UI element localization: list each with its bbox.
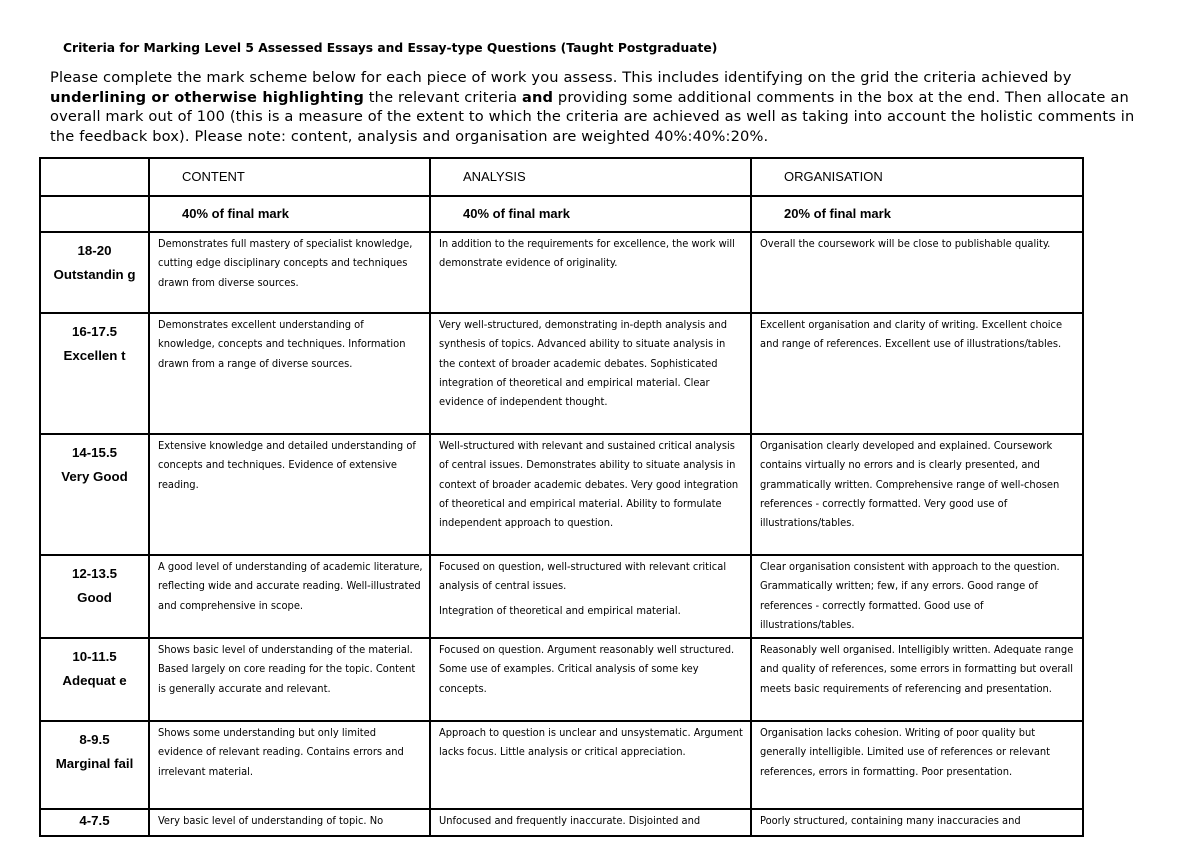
organisation-criteria-text: Poorly structured, containing many inaccuracies and	[760, 814, 1021, 827]
organisation-criteria-text: Organisation lacks cohesion. Writing of poor quality but generally intelligible. Limited use of references or relevant references, errors in formatting. Poor presentation.	[760, 726, 1051, 778]
grade-cell	[40, 434, 149, 555]
content-criteria-cell	[149, 809, 430, 836]
organisation-criteria-cell	[751, 555, 1083, 638]
grade-range: 18-20	[77, 243, 112, 258]
grade-cell	[40, 721, 149, 809]
grade-label: Good	[77, 590, 112, 605]
content-criteria-text: Very basic level of understanding of topic. No	[158, 814, 384, 827]
content-criteria-cell	[149, 721, 430, 809]
criteria-row	[40, 809, 1083, 836]
header-organisation: ORGANISATION	[751, 158, 1083, 196]
weight-analysis: 40% of final mark	[430, 196, 751, 232]
criteria-row	[40, 721, 1083, 809]
analysis-criteria-text: Focused on question, well-structured with relevant critical analysis of central issues.	[439, 560, 727, 593]
intro-paragraph	[50, 68, 1150, 146]
grade-cell	[40, 555, 149, 638]
criteria-row	[40, 555, 1083, 638]
organisation-criteria-text: Overall the coursework will be close to publishable quality.	[760, 237, 1051, 250]
analysis-criteria-text: Very well-structured, demonstrating in-depth analysis and synthesis of topics. Advanced ability to situate analysis in the context of broader academic debates. Sophisticated integration of theoretical and empirical material. Clear evidence of independent thought.	[439, 318, 727, 409]
organisation-criteria-text: Organisation clearly developed and explained. Coursework contains virtually no errors and is clearly presented, and grammatically written. Comprehensive range of well-chosen references - correctly formatted. Very good use of illustrations/tables.	[760, 439, 1060, 530]
grade-label: Excellen t	[63, 348, 126, 363]
grade-cell	[40, 638, 149, 721]
weight-content: 40% of final mark	[149, 196, 430, 232]
intro-text-3: providing some additional comments in the box at the end. Then allocate an overall mark out of 100 (this is a measure of the extent to which the criteria are achieved as well as taking into account the holistic comments in the feedback box). Please note: content, analysis and organisation are weighted 40%:40%:20%.	[50, 88, 1135, 145]
analysis-criteria-text: Well-structured with relevant and sustained critical analysis of central issues. Demonstrates ability to situate analysis in context of broader academic debates. Very good integration of theoretical and empirical material. Ability to formulate independent approach to question.	[439, 439, 739, 530]
organisation-criteria-text: Reasonably well organised. Intelligibly written. Adequate range and quality of references, some errors in formatting but overall meets basic requirements of referencing and presentation.	[760, 643, 1074, 695]
content-criteria-text: A good level of understanding of academic literature, reflecting wide and accurate reading. Well-illustrated and comprehensive in scope.	[158, 560, 423, 612]
header-analysis: ANALYSIS	[430, 158, 751, 196]
grade-range: 16-17.5	[71, 324, 118, 339]
intro-bold-2: and	[522, 88, 554, 106]
content-criteria-cell	[149, 638, 430, 721]
grade-label: Very Good	[61, 469, 128, 484]
grade-label: Marginal fail	[55, 756, 134, 771]
analysis-criteria-cell	[430, 313, 751, 434]
analysis-criteria-text: Integration of theoretical and empirical material.	[439, 603, 681, 617]
analysis-criteria-text: In addition to the requirements for excellence, the work will demonstrate evidence of originality.	[439, 237, 735, 270]
intro-text-1: Please complete the mark scheme below for each piece of work you assess. This includes identifying on the grid the criteria achieved by	[50, 69, 1072, 86]
analysis-criteria-cell	[430, 434, 751, 555]
content-criteria-text: Shows some understanding but only limited evidence of relevant reading. Contains errors and irrelevant material.	[158, 726, 404, 778]
header-grade-cell	[40, 158, 149, 196]
header-content: CONTENT	[149, 158, 430, 196]
content-criteria-cell	[149, 232, 430, 313]
content-criteria-cell	[149, 313, 430, 434]
content-criteria-text: Demonstrates excellent understanding of knowledge, concepts and techniques. Information drawn from a range of diverse sources.	[158, 318, 406, 370]
analysis-criteria-text: Focused on question. Argument reasonably well structured. Some use of examples. Critical analysis of some key concepts.	[439, 643, 735, 695]
analysis-criteria-text: Approach to question is unclear and unsystematic. Argument lacks focus. Little analysis or critical appreciation.	[439, 726, 743, 759]
organisation-criteria-text: Clear organisation consistent with approach to the question. Grammatically written; few, if any errors. Good range of references - correctly formatted. Good use of illustrations/tables.	[760, 560, 1060, 631]
organisation-criteria-cell	[751, 809, 1083, 836]
grade-cell	[40, 809, 149, 836]
intro-text-2: the relevant criteria	[364, 88, 522, 106]
organisation-criteria-cell	[751, 721, 1083, 809]
weight-organisation: 20% of final mark	[751, 196, 1083, 232]
analysis-criteria-cell	[430, 721, 751, 809]
grade-label: Adequat e	[62, 673, 127, 688]
analysis-criteria-text: Unfocused and frequently inaccurate. Disjointed and	[439, 814, 701, 827]
marking-criteria-table	[39, 157, 1084, 837]
criteria-row	[40, 313, 1083, 434]
content-criteria-cell	[149, 555, 430, 638]
criteria-row	[40, 638, 1083, 721]
intro-bold-1: underlining or otherwise highlighting	[50, 88, 365, 106]
grade-cell	[40, 232, 149, 313]
analysis-criteria-cell	[430, 638, 751, 721]
content-criteria-text: Extensive knowledge and detailed understanding of concepts and techniques. Evidence of extensive reading.	[158, 439, 416, 491]
criteria-row	[40, 232, 1083, 313]
content-criteria-text: Demonstrates full mastery of specialist knowledge, cutting edge disciplinary concepts and techniques drawn from diverse sources.	[158, 237, 413, 289]
grade-range: 8-9.5	[79, 732, 110, 747]
weight-grade-cell	[40, 196, 149, 232]
organisation-criteria-cell	[751, 638, 1083, 721]
content-criteria-cell	[149, 434, 430, 555]
analysis-criteria-cell	[430, 809, 751, 836]
organisation-criteria-cell	[751, 313, 1083, 434]
document-title: Criteria for Marking Level 5 Assessed Essays and Essay-type Questions (Taught Postgraduate)	[63, 41, 718, 55]
organisation-criteria-cell	[751, 434, 1083, 555]
grade-cell	[40, 313, 149, 434]
grade-label: Outstandin g	[53, 267, 136, 282]
organisation-criteria-cell	[751, 232, 1083, 313]
grade-range: 4-7.5	[79, 813, 110, 828]
criteria-row	[40, 434, 1083, 555]
weight-row	[40, 196, 1083, 232]
content-criteria-text: Shows basic level of understanding of the material. Based largely on core reading for the topic. Content is generally accurate and relevant.	[158, 643, 416, 695]
header-row	[40, 158, 1083, 196]
grade-range: 12-13.5	[71, 566, 118, 581]
grade-range: 10-11.5	[72, 649, 117, 664]
grade-range: 14-15.5	[71, 445, 118, 460]
analysis-criteria-cell	[430, 232, 751, 313]
analysis-criteria-cell	[430, 555, 751, 638]
organisation-criteria-text: Excellent organisation and clarity of writing. Excellent choice and range of references. Excellent use of illustrations/tables.	[760, 318, 1063, 351]
